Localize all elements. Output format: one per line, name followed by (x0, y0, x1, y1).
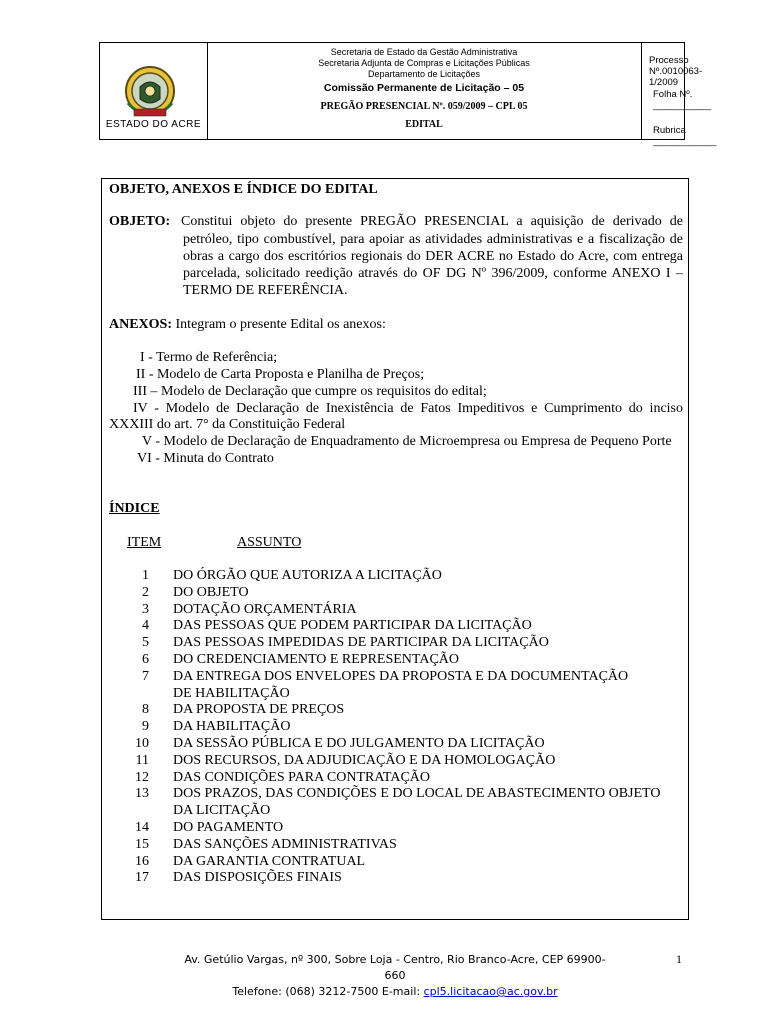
index-item-number: 14 (135, 820, 149, 835)
index-item-subject: DOS PRAZOS, DAS CONDIÇÕES E DO LOCAL DE ABASTECIMENTO OBJETO (173, 786, 661, 802)
email-link[interactable]: cpl5.licitacao@ac.gov.br (423, 985, 558, 998)
index-item-subject: DA ENTREGA DOS ENVELOPES DA PROPOSTA E DA DOCUMENTAÇÃO (173, 668, 629, 684)
footer-address: Av. Getúlio Vargas, nº 300, Sobre Loja - Centro, Rio Branco-Acre, CEP 69900-660 (184, 953, 606, 982)
index-item-subject: DO OBJETO (173, 584, 249, 600)
col-assunto-header: ASSUNTO (237, 535, 302, 550)
index-item-subject: DA HABILITAÇÃO (173, 719, 291, 735)
anexo-item: V - Modelo de Declaração de Enquadramento de Microempresa ou Empresa de Pequeno Porte (142, 434, 672, 449)
index-item-subject: DOTAÇÃO ORÇAMENTÁRIA (173, 601, 357, 617)
index-item-subject: DA SESSÃO PÚBLICA E DO JULGAMENTO DA LICITAÇÃO (173, 736, 545, 751)
document-header (99, 42, 717, 147)
state-label: ESTADO DO ACRE (105, 119, 202, 130)
folha-field: Folha Nº. ___________ (653, 89, 712, 111)
comissao-line: Comissão Permanente de Licitação – 05 (323, 82, 525, 94)
index-item-number: 5 (142, 635, 149, 651)
anexos-intro (109, 316, 386, 333)
anexo-item: III – Modelo de Declaração que cumpre os requisitos do edital; (133, 384, 487, 399)
index-item-number: 11 (135, 752, 149, 768)
anexo-item: IV - Modelo de Declaração de Inexistência de Fatos Impeditivos e Cumprimento do inciso (133, 401, 683, 416)
index-item-number: 1 (142, 568, 149, 583)
anexo-item-cont: XXXIII do art. 7° da Constituição Federal (109, 417, 346, 432)
processo-number: Processo Nº.0010063-1/2009 (649, 55, 703, 88)
state-crest-logo (120, 63, 180, 123)
index-item-subject: DAS PESSOAS IMPEDIDAS DE PARTICIPAR DA LICITAÇÃO (173, 635, 549, 651)
pregao-line: PREGÃO PRESENCIAL Nº. 059/2009 – CPL 05 (320, 101, 528, 112)
objeto-text-first: Constitui objeto do presente PREGÃO PRESENCIAL a aquisição de derivado de (181, 214, 683, 229)
index-item-number: 7 (142, 668, 149, 684)
index-item-subject: DA GARANTIA CONTRATUAL (173, 853, 366, 869)
indice-title: ÍNDICE (109, 501, 160, 516)
index-item-subject-cont: DA LICITAÇÃO (173, 803, 271, 819)
index-item-subject-cont: DE HABILITAÇÃO (173, 685, 290, 701)
footer-phone: Telefone: (068) 3212-7500 E-mail: (232, 985, 421, 998)
index-item-subject: DO PAGAMENTO (173, 820, 284, 835)
logo-cell (100, 43, 208, 139)
index-item-number: 17 (135, 870, 149, 886)
col-item-header: ITEM (127, 535, 162, 550)
objeto-label: OBJETO: (109, 214, 171, 229)
secretaria-adjunta-line: Secretaria Adjunta de Compras e Licitações Públicas (318, 58, 530, 68)
rubrica-field: Rubrica ____________ (653, 125, 717, 147)
index-item-subject: DAS CONDIÇÕES PARA CONTRATAÇÃO (173, 769, 431, 785)
index-item-subject: DAS SANÇÕES ADMINISTRATIVAS (173, 836, 397, 852)
section-title: OBJETO, ANEXOS E ÍNDICE DO EDITAL (109, 182, 378, 197)
index-item-number: 12 (135, 769, 149, 785)
objeto-text: petróleo, tipo combustível, para apoiar as atividades administrativas e a fiscalização de obras a cargo dos escritórios regionais do DER ACRE no Estado do Acre, com entrega parcelada, solicitado reedição através do OF DG Nº 396/2009, conforme ANEXO I – TERMO DE REFERÊNCIA. (183, 232, 683, 298)
index-item-subject: DO ÓRGÃO QUE AUTORIZA A LICITAÇÃO (173, 568, 442, 583)
index-item-number: 8 (142, 702, 149, 718)
index-item-subject: DAS PESSOAS QUE PODEM PARTICIPAR DA LICITAÇÃO (173, 618, 532, 634)
index-item-number: 15 (135, 836, 149, 852)
secretaria-line: Secretaria de Estado da Gestão Administrativa (330, 47, 518, 57)
index-item-number: 4 (142, 618, 149, 634)
anexos-label: ANEXOS: (109, 317, 173, 332)
header-titles (207, 43, 642, 139)
index-item-number: 16 (135, 853, 149, 869)
edital-line: EDITAL (405, 119, 443, 130)
anexos-text: Integram o presente Edital os anexos: (175, 317, 386, 332)
index-item-number: 10 (135, 736, 149, 751)
index-item-number: 3 (142, 601, 149, 617)
index-item-subject: DA PROPOSTA DE PREÇOS (173, 702, 345, 718)
index-item-number: 13 (135, 786, 149, 802)
page-number: 1 (676, 952, 682, 966)
index-item-number: 9 (142, 719, 149, 735)
index-item-subject: DOS RECURSOS, DA ADJUDICAÇÃO E DA HOMOLOGAÇÃO (173, 752, 556, 768)
index-item-subject: DAS DISPOSIÇÕES FINAIS (173, 870, 342, 886)
footer (180, 952, 610, 1000)
process-info (641, 43, 717, 147)
index-item-number: 2 (142, 584, 149, 600)
index-item-number: 6 (142, 652, 149, 667)
anexo-item: I - Termo de Referência; (140, 350, 278, 365)
footer-contact (180, 984, 610, 1000)
anexo-item: VI - Minuta do Contrato (137, 451, 274, 466)
index-item-subject: DO CREDENCIAMENTO E REPRESENTAÇÃO (173, 652, 460, 667)
departamento-line: Departamento de Licitações (367, 69, 481, 79)
anexo-item: II - Modelo de Carta Proposta e Planilha de Preços; (136, 367, 425, 382)
